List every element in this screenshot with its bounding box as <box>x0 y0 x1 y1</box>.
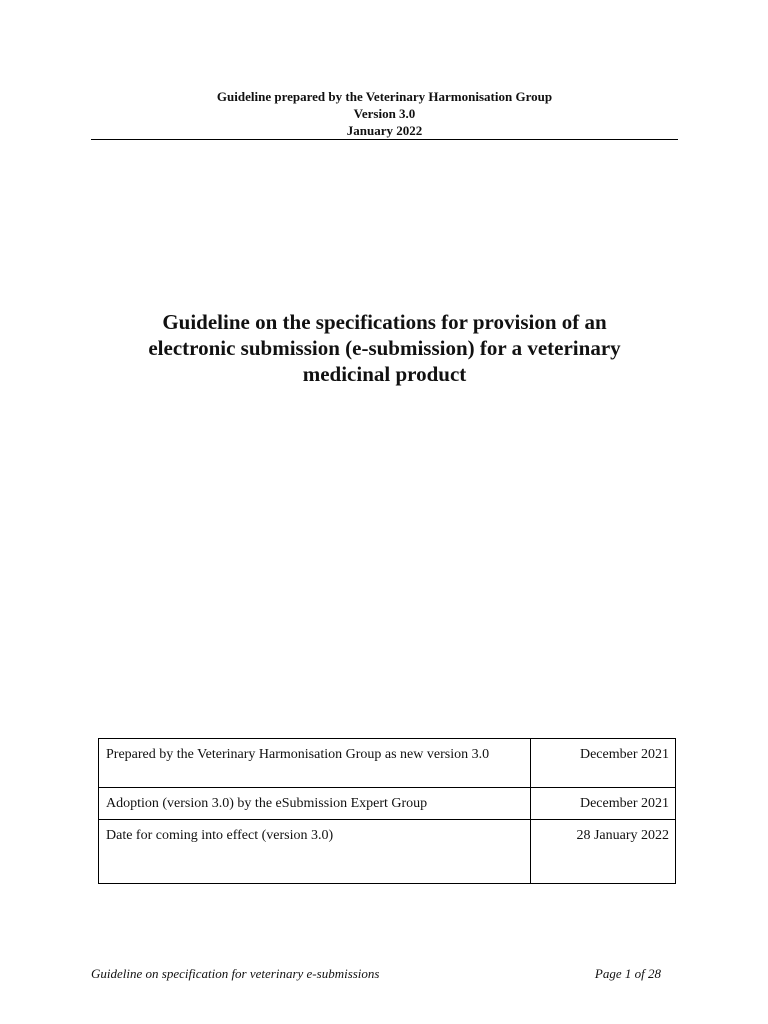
table-cell-description: Date for coming into effect (version 3.0) <box>99 820 531 884</box>
table-row <box>99 788 676 820</box>
table-row <box>99 820 676 884</box>
header-version-line: Version 3.0 <box>353 106 416 121</box>
table-cell-date: December 2021 <box>531 739 676 788</box>
table-cell-description: Prepared by the Veterinary Harmonisation Group as new version 3.0 <box>99 739 531 788</box>
header-divider <box>91 139 678 140</box>
header-date-line: January 2022 <box>346 123 423 138</box>
document-title <box>91 309 678 387</box>
header-group-line: Guideline prepared by the Veterinary Harmonisation Group <box>216 89 553 104</box>
title-line-1: Guideline on the specifications for provision of an <box>162 310 607 334</box>
table-cell-date: 28 January 2022 <box>531 820 676 884</box>
footer-page-number: Page 1 of 28 <box>594 966 661 981</box>
title-line-2: electronic submission (e-submission) for a veterinary <box>148 336 621 360</box>
table-cell-date: December 2021 <box>531 788 676 820</box>
table-cell-description: Adoption (version 3.0) by the eSubmission Expert Group <box>99 788 531 820</box>
document-history-table <box>98 738 676 884</box>
document-header <box>91 88 678 139</box>
title-line-3: medicinal product <box>302 362 467 386</box>
table-row <box>99 739 676 788</box>
footer-document-title: Guideline on specification for veterinary e-submissions <box>91 966 380 981</box>
